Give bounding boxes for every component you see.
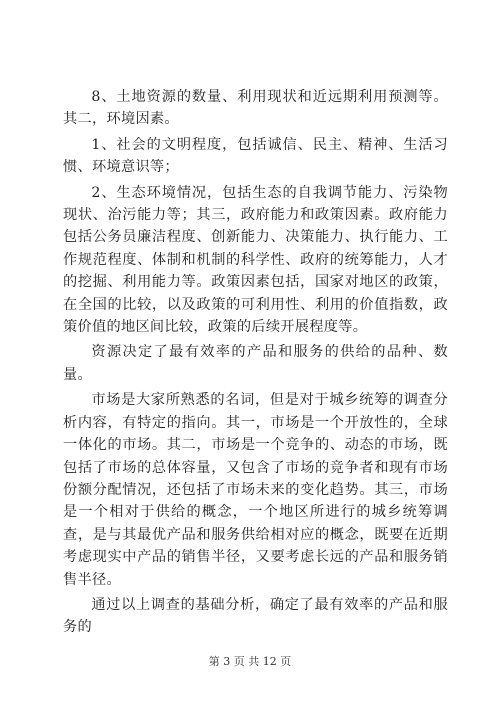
- paragraph-land-resources: 8、土地资源的数量、利用现状和近远期利用预测等。其二，环境因素。: [63, 89, 448, 128]
- paragraph-market: 市场是大家所熟悉的名词，但是对于城乡统筹的调查分析内容，有特定的指向。其一，市场是一个开放性的，全球一体化的市场。其二，市场是一个竞争的、动态的市场，既包括了市场的总体容量，又包含了市场的竞争者和现有市场份额分配情况，还包括了市场未来的变化趋势。其三，市场是一个相对于供给的概念，一个地区所进行的城乡统筹调查，是与其最优产品和服务供给相对应的概念，既要在近期考虑现实中产品的销售半径，又要考虑长远的产品和服务销售半径。: [63, 392, 448, 588]
- paragraph-resources-decide: 资源决定了最有效率的产品和服务的供给的品种、数量。: [63, 344, 448, 383]
- paragraph-social-civilization: 1、社会的文明程度，包括诚信、民主、精神、生活习惯、环境意识等；: [63, 136, 448, 176]
- paragraph-conclusion: 通过以上调查的基础分析，确定了最有效率的产品和服务的: [63, 596, 448, 636]
- page-footer: 第 3 页 共 12 页: [208, 655, 292, 668]
- document-body: [63, 86, 448, 639]
- paragraph-ecological-environment: 2、生态环境情况，包括生态的自我调节能力、污染物现状、治污能力等；其三，政府能力和政策因素。政府能力包括公务员廉洁程度、创新能力、决策能力、执行能力、工作规范程度、体制和机制的科学性、政府的统筹能力，人才的挖掘、利用能力等。政策因素包括，国家对地区的政策，在全国的比较，以及政策的可利用性、利用的价值指数，政策价值的地区间比较，政策的后续开展程度等。: [63, 184, 448, 336]
